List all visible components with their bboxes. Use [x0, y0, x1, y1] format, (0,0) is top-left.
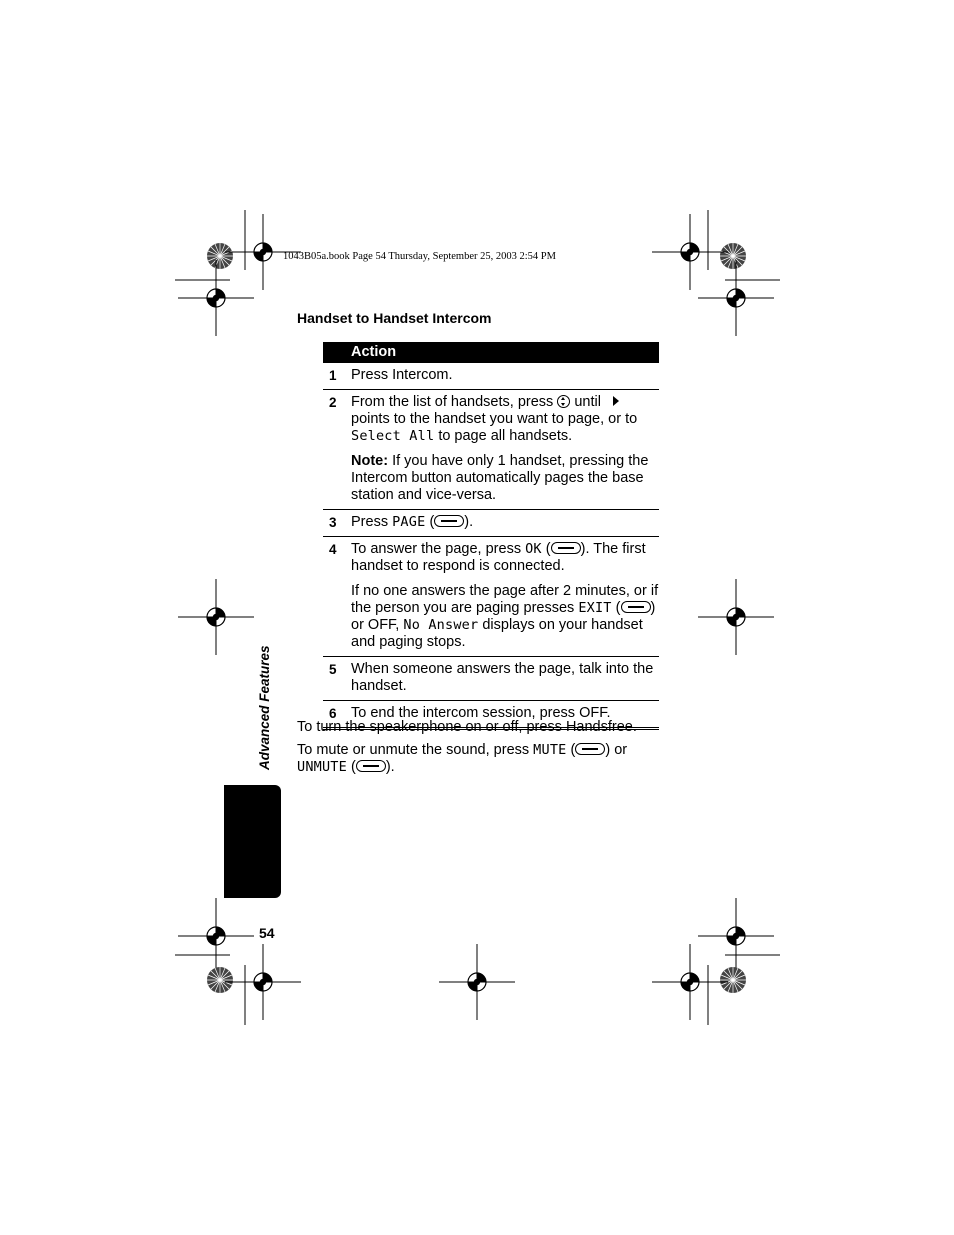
table-row [323, 510, 659, 537]
pointer-arrow-icon [613, 396, 619, 406]
step-text [351, 367, 659, 384]
step-1-text: Press Intercom. [351, 367, 453, 383]
step-number: 4 [329, 542, 337, 557]
step-3-text: Press PAGE ( ). [351, 514, 474, 530]
chapter-side-label: Advanced Features [257, 645, 272, 770]
chapter-tab [224, 785, 281, 898]
step-text [351, 661, 659, 695]
soft-key-icon [434, 515, 464, 527]
book-header-info: 1043B05a.book Page 54 Thursday, September 25, 2003 2:54 PM [283, 251, 556, 262]
step-number: 1 [329, 368, 337, 383]
bottom-marks [175, 898, 780, 1025]
table-row [323, 657, 659, 701]
soft-key-icon [575, 743, 605, 755]
step-number: 2 [329, 395, 337, 410]
step-number: 6 [329, 706, 337, 721]
step-text [351, 514, 659, 531]
step-text [351, 541, 659, 651]
action-table [323, 342, 659, 730]
table-row [323, 390, 659, 510]
display-text-ok: OK [525, 541, 542, 557]
table-row [323, 363, 659, 390]
page-number: 54 [259, 925, 275, 941]
section-title: Handset to Handset Intercom [297, 310, 492, 326]
step-5-text: When someone answers the page, talk into the handset. [351, 661, 654, 694]
step-number: 3 [329, 515, 337, 530]
display-text-select-all: Select All [351, 428, 435, 444]
soft-key-icon [356, 760, 386, 772]
display-text-exit: EXIT [578, 600, 612, 616]
display-text-unmute: UNMUTE [297, 759, 347, 775]
nav-key-icon [557, 395, 570, 408]
table-header-action: Action [323, 342, 659, 363]
speakerphone-paragraph: To turn the speakerphone on or off, press Handsfree. [297, 719, 637, 735]
display-text-no-answer: No Answer [403, 617, 479, 633]
step-2-text: From the list of handsets, press until points to the handset you want to page, or to Select All to page all handsets. [351, 394, 638, 444]
soft-key-icon [621, 601, 651, 613]
mute-paragraph: To mute or unmute the sound, press MUTE ( ) or UNMUTE ( ). [297, 742, 628, 775]
step-number: 5 [329, 662, 337, 677]
step-4-extra: If no one answers the page after 2 minutes, or if the person you are paging presses EXIT ( ) or OFF, No Answer displays on your handset and paging stops. [351, 583, 659, 650]
table-row [323, 537, 659, 657]
step-4-text: To answer the page, press OK ( ). The first handset to respond is connected. [351, 541, 646, 574]
step-2-note: Note: If you have only 1 handset, pressing the Intercom button automatically pages the base station and vice-versa. [351, 453, 649, 503]
display-text-mute: MUTE [533, 742, 567, 758]
soft-key-icon [551, 542, 581, 554]
step-text [351, 394, 659, 504]
step-6-text: To end the intercom session, press OFF. [351, 705, 611, 721]
display-text-page: PAGE [392, 514, 426, 530]
